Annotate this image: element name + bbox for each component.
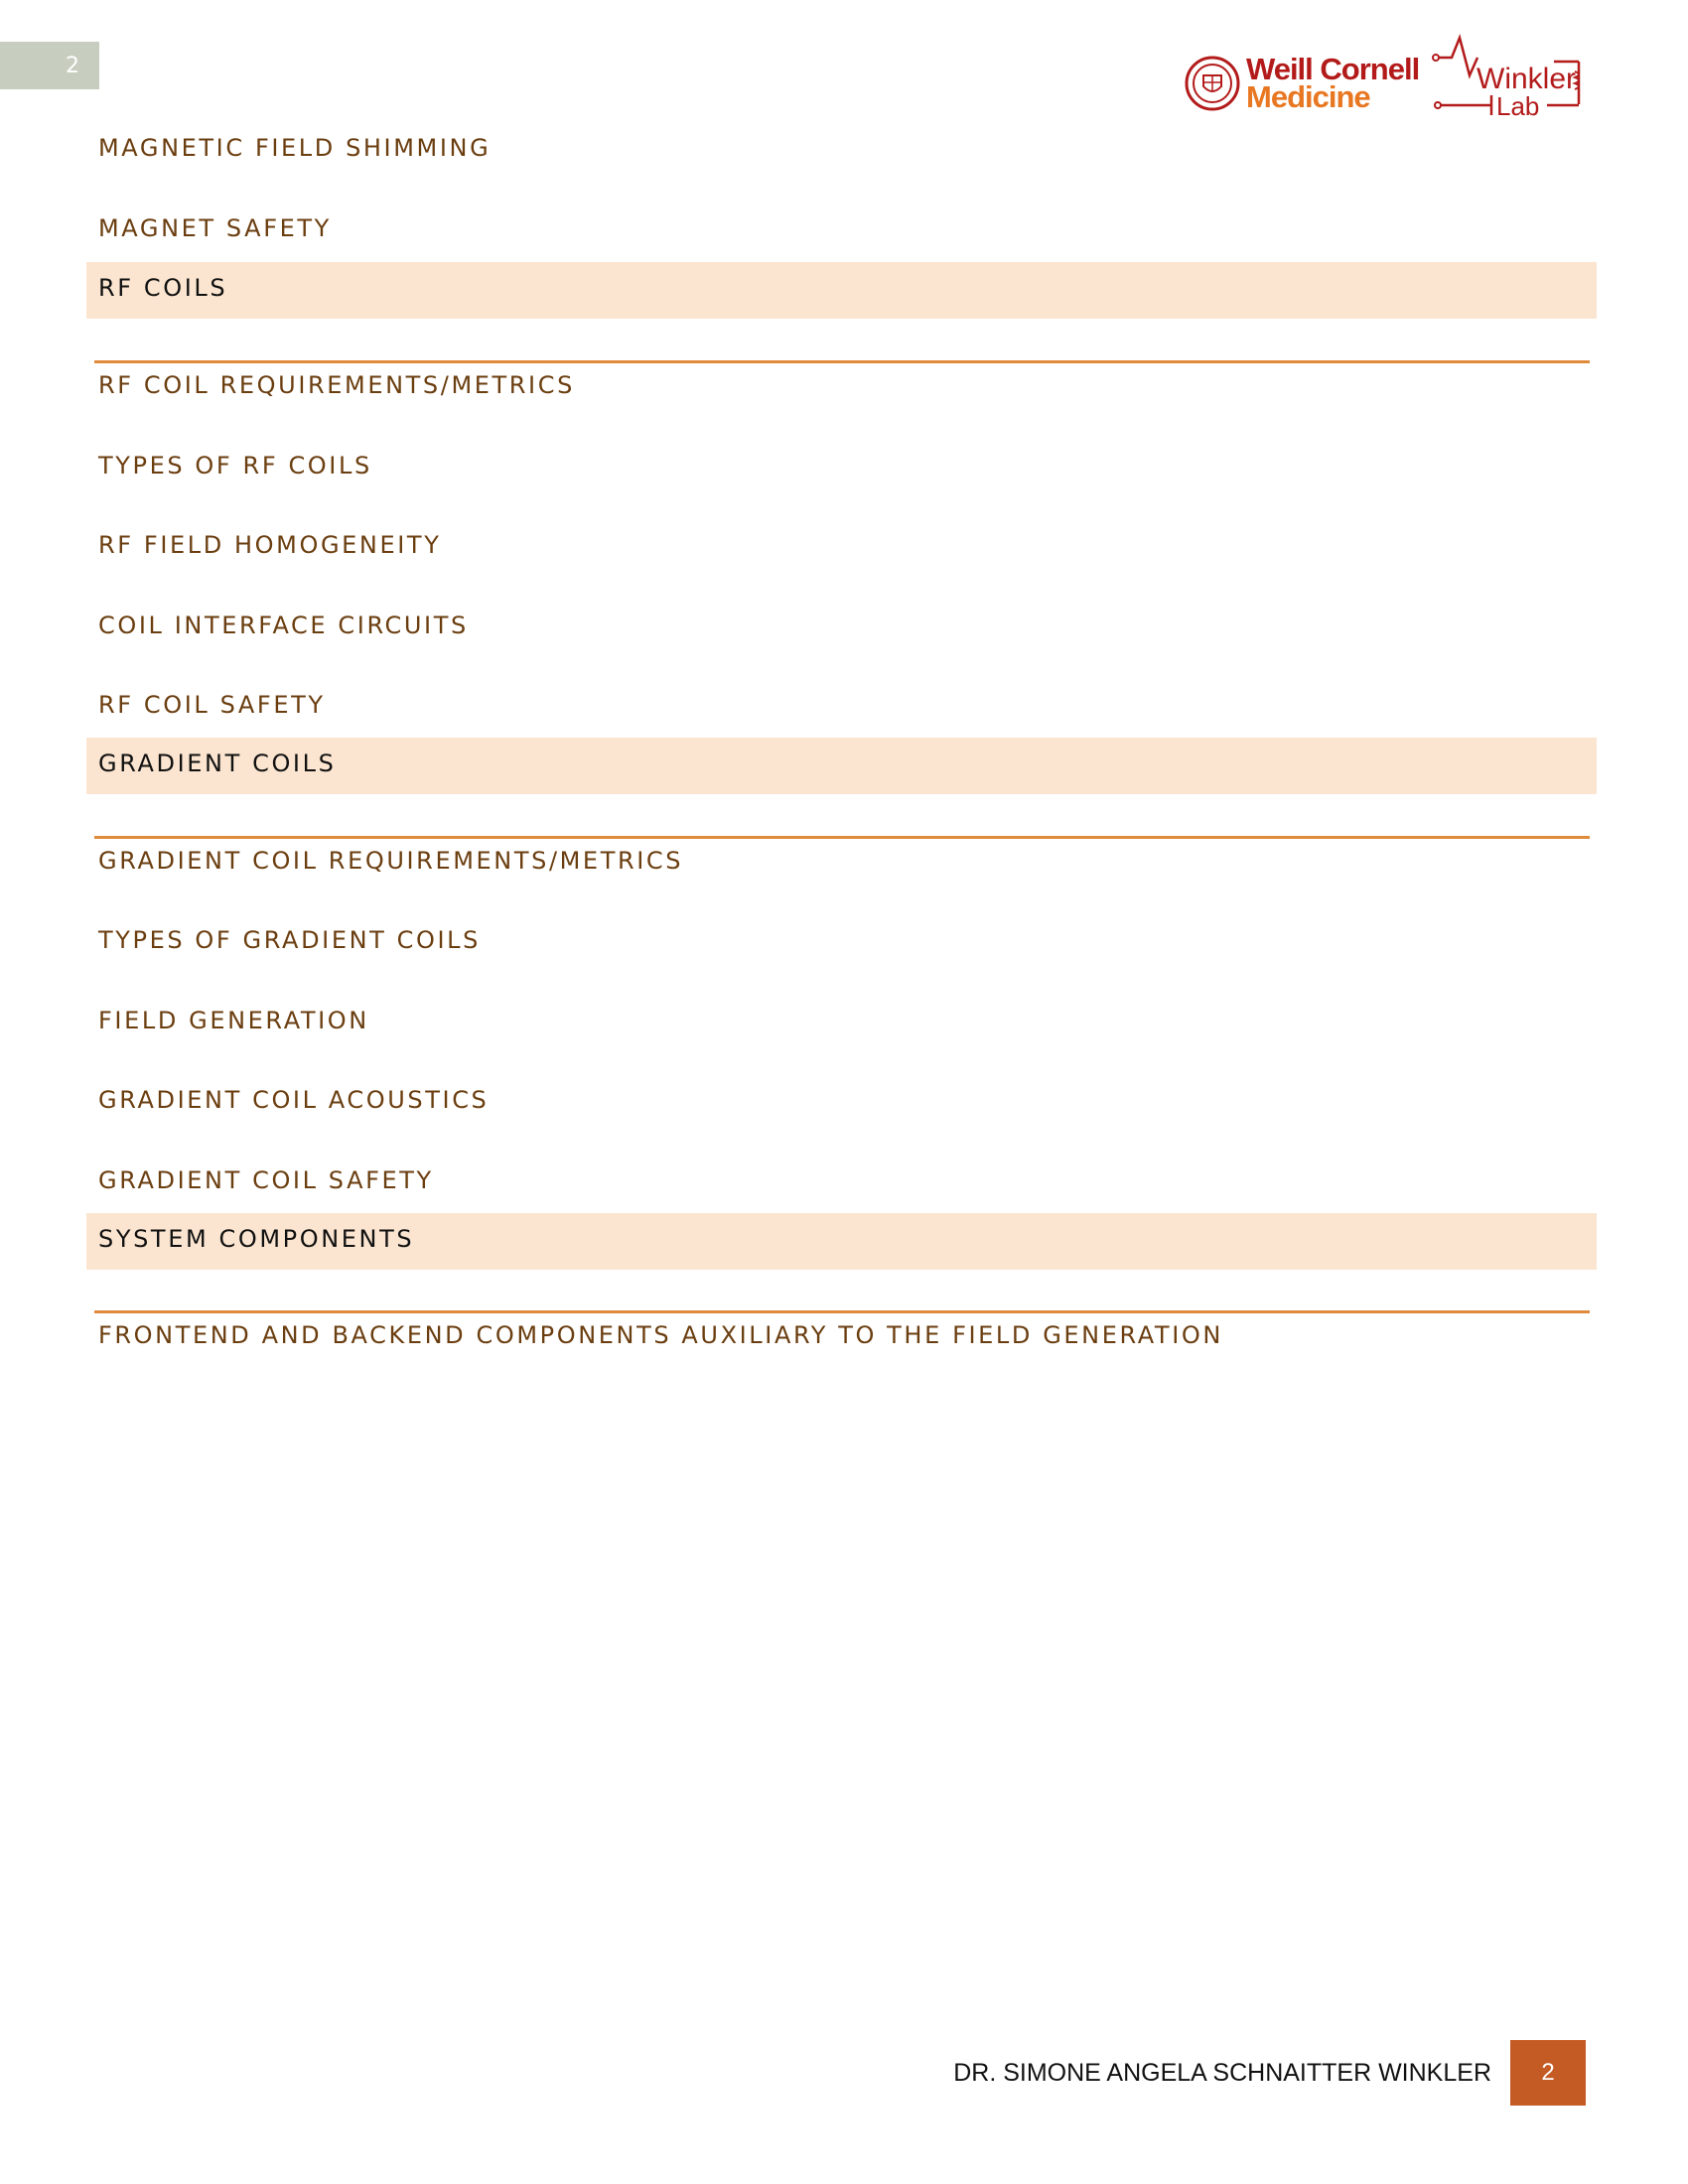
toc-item-field-generation[interactable]: FIELD GENERATION xyxy=(98,1007,369,1034)
footer-author: DR. SIMONE ANGELA SCHNAITTER WINKLER xyxy=(953,2059,1491,2087)
page-tab-number: 2 xyxy=(66,53,79,78)
toc-item-gradient-coil-acoustics[interactable]: GRADIENT COIL ACOUSTICS xyxy=(98,1086,490,1114)
footer-page-number-text: 2 xyxy=(1541,2059,1555,2086)
toc-item-types-of-rf-coils[interactable]: TYPES OF RF COILS xyxy=(98,452,372,479)
winkler-logo-lab: Lab xyxy=(1496,91,1540,121)
page-tab xyxy=(0,42,99,89)
wcm-line2: Medicine xyxy=(1246,79,1370,114)
toc-item-gradient-coil-safety[interactable]: GRADIENT COIL SAFETY xyxy=(98,1166,434,1194)
weill-cornell-logo-text xyxy=(1246,52,1420,114)
section-divider xyxy=(94,1310,1590,1313)
toc-item-magnetic-field-shimming[interactable]: MAGNETIC FIELD SHIMMING xyxy=(98,134,492,162)
footer-page-number xyxy=(1510,2040,1586,2106)
toc-section-label: SYSTEM COMPONENTS xyxy=(98,1225,415,1253)
header-logos xyxy=(1177,30,1594,129)
toc-section-gradient-coils[interactable] xyxy=(86,738,1597,794)
toc-section-label: GRADIENT COILS xyxy=(98,750,337,777)
toc-section-system-components[interactable] xyxy=(86,1213,1597,1270)
section-divider xyxy=(94,836,1590,839)
wcm-line1: Weill Cornell xyxy=(1246,52,1420,86)
toc-item-coil-interface-circuits[interactable]: COIL INTERFACE CIRCUITS xyxy=(98,612,469,639)
toc-item-rf-coil-requirements[interactable]: RF COIL REQUIREMENTS/METRICS xyxy=(98,371,575,399)
toc-item-types-of-gradient-coils[interactable]: TYPES OF GRADIENT COILS xyxy=(98,926,481,954)
toc-item-gradient-coil-requirements[interactable]: GRADIENT COIL REQUIREMENTS/METRICS xyxy=(98,847,684,875)
winkler-logo-word: Winkler xyxy=(1477,63,1577,95)
toc-item-frontend-backend[interactable]: FRONTEND AND BACKEND COMPONENTS AUXILIARY TO THE FIELD GENERATION xyxy=(98,1321,1223,1349)
cornell-seal-icon xyxy=(1185,56,1240,111)
toc-section-label: RF COILS xyxy=(98,274,228,302)
toc-item-magnet-safety[interactable]: MAGNET SAFETY xyxy=(98,214,332,242)
toc-item-rf-field-homogeneity[interactable]: RF FIELD HOMOGENEITY xyxy=(98,531,442,559)
toc-section-rf-coils[interactable] xyxy=(86,262,1597,319)
toc-item-rf-coil-safety[interactable]: RF COIL SAFETY xyxy=(98,691,326,719)
section-divider xyxy=(94,360,1590,363)
